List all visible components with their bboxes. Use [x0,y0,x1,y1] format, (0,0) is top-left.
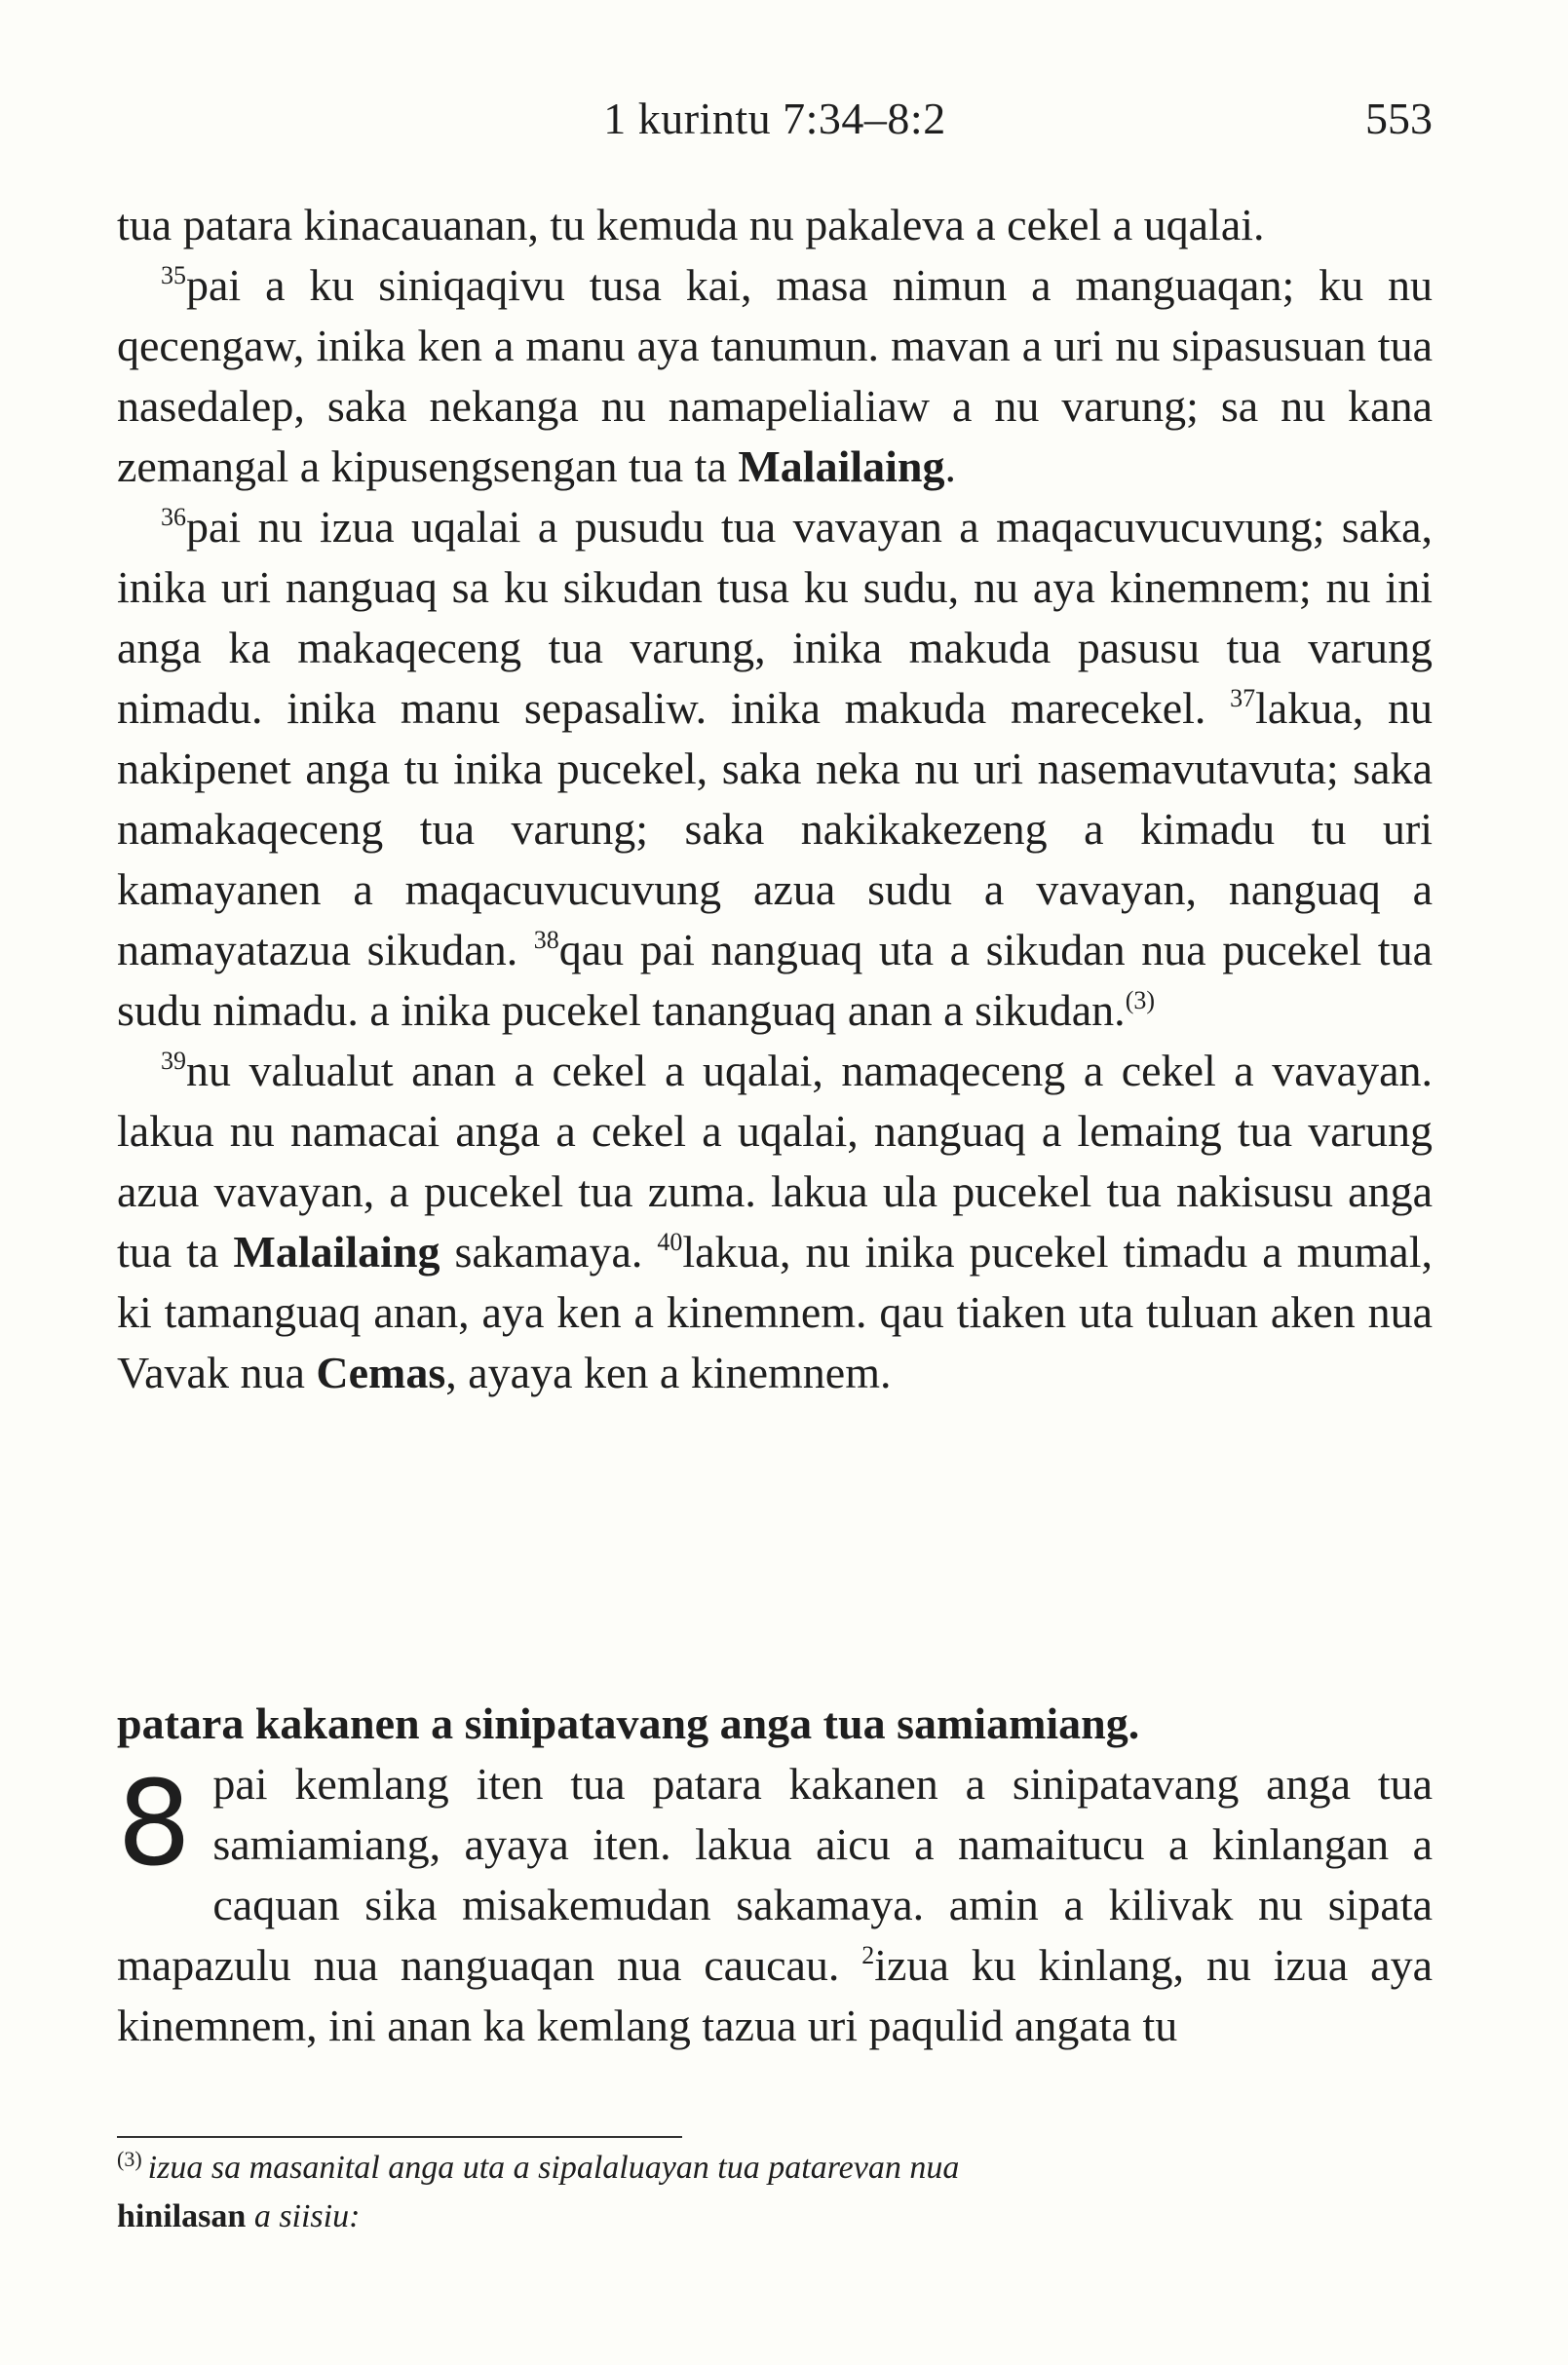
verse-text: nu valualut anan a cekel a uqalai, namaqeceng a cekel a vavayan. lakua nu namacai anga a cekel a uqalai, nanguaq a lemaing tua varung azua vavayan, a pucekel tua zuma. lakua ula pucekel tua nakisusu anga tua ta [117,1046,1433,1277]
verse-number: 35 [161,261,186,289]
bold-word: Cemas [316,1348,446,1397]
verse-text: , ayaya ken a kinemnem. [445,1348,892,1397]
chapter-paragraph [117,1754,1433,2056]
footnote-divider [117,2136,682,2138]
chapter-number: 8 [117,1757,192,1892]
verse-text: lakua, nu inika pucekel timadu a mumal, ki tamanguaq anan, aya ken a kinemnem. qau tiaken uta tuluan aken nua Vavak nua [117,1227,1433,1397]
verse-text: izua ku kinlang, nu izua aya kinemnem, ini anan ka kemlang tazua uri paqulid angata tu [117,1940,1433,2050]
verse-number: 37 [1230,684,1256,712]
paragraph-text: tua patara kinacauanan, tu kemuda nu pakaleva a cekel a uqalai. [117,200,1265,249]
page-number: 553 [1365,94,1433,143]
bold-word: Malailaing [233,1227,440,1277]
verse-text: . [944,441,956,491]
paragraph-verse-39 [117,1041,1433,1403]
paragraph-verse-36 [117,497,1433,1041]
verse-text: sakamaya. [440,1227,658,1277]
running-head: 1 kurintu 7:34–8:2 [603,94,946,143]
body-text [117,195,1433,1403]
verse-text: pai kemlang iten tua patara kakanen a sinipatavang anga tua samiamiang, ayaya iten. lakua aicu a namaitucu a kinlangan a caquan sika misakemudan sakamaya. amin a kilivak nu sipata mapazulu nua nanguaqan nua caucau. [117,1759,1433,1990]
verse-number: 38 [533,926,559,954]
page-header [117,93,1433,151]
verse-number: 36 [161,503,186,531]
paragraph-continuation [117,195,1433,255]
verse-number: 2 [861,1941,875,1969]
paragraph-verse-35 [117,255,1433,497]
verse-text: pai nu izua uqalai a pusudu tua vavayan a maqacuvucuvung; saka, inika uri nanguaq sa ku sikudan tusa ku sudu, nu aya kinemnem; nu ini anga ka makaqeceng tua varung, inika makuda pasusu tua varung nimadu. inika manu sepasaliw. inika makuda marecekel. [117,502,1433,733]
footnote-marker: (3) [117,2147,142,2171]
verse-number: 40 [657,1228,683,1256]
section-heading: patara kakanen a sinipatavang anga tua samiamiang. [117,1698,1140,1748]
bold-word: Malailaing [738,441,945,491]
chapter-8-block [117,1754,1433,2056]
footnote-text: a siisiu: [246,2198,361,2234]
verse-text: pai a ku siniqaqivu tusa kai, masa nimun a manguaqan; ku nu qecengaw, inika ken a manu aya tanumun. mavan a uri nu sipasusuan tua nasedalep, saka nekanga nu namapelialiaw a nu varung; sa nu kana zemangal a kipusengsengan tua ta [117,260,1433,491]
verse-number: 39 [161,1047,186,1075]
verse-text: qau pai nanguaq uta a sikudan nua pucekel tua sudu nimadu. a inika pucekel tananguaq anan a sikudan. [117,925,1433,1035]
footnote-bold-text: hinilasan [117,2198,247,2234]
footnote-reference: (3) [1125,986,1156,1014]
verse-text: lakua, nu nakipenet anga tu inika pucekel, saka neka nu uri nasemavutavuta; saka namakaqeceng tua varung; saka nakikakezeng a kimadu tu uri kamayanen a maqacuvucuvung azua sudu a vavayan, nanguaq a namayatazua sikudan. [117,683,1433,974]
footnote [117,2144,1433,2241]
footnote-text: izua sa masanital anga uta a sipalaluayan tua patarevan nua [147,2150,960,2186]
